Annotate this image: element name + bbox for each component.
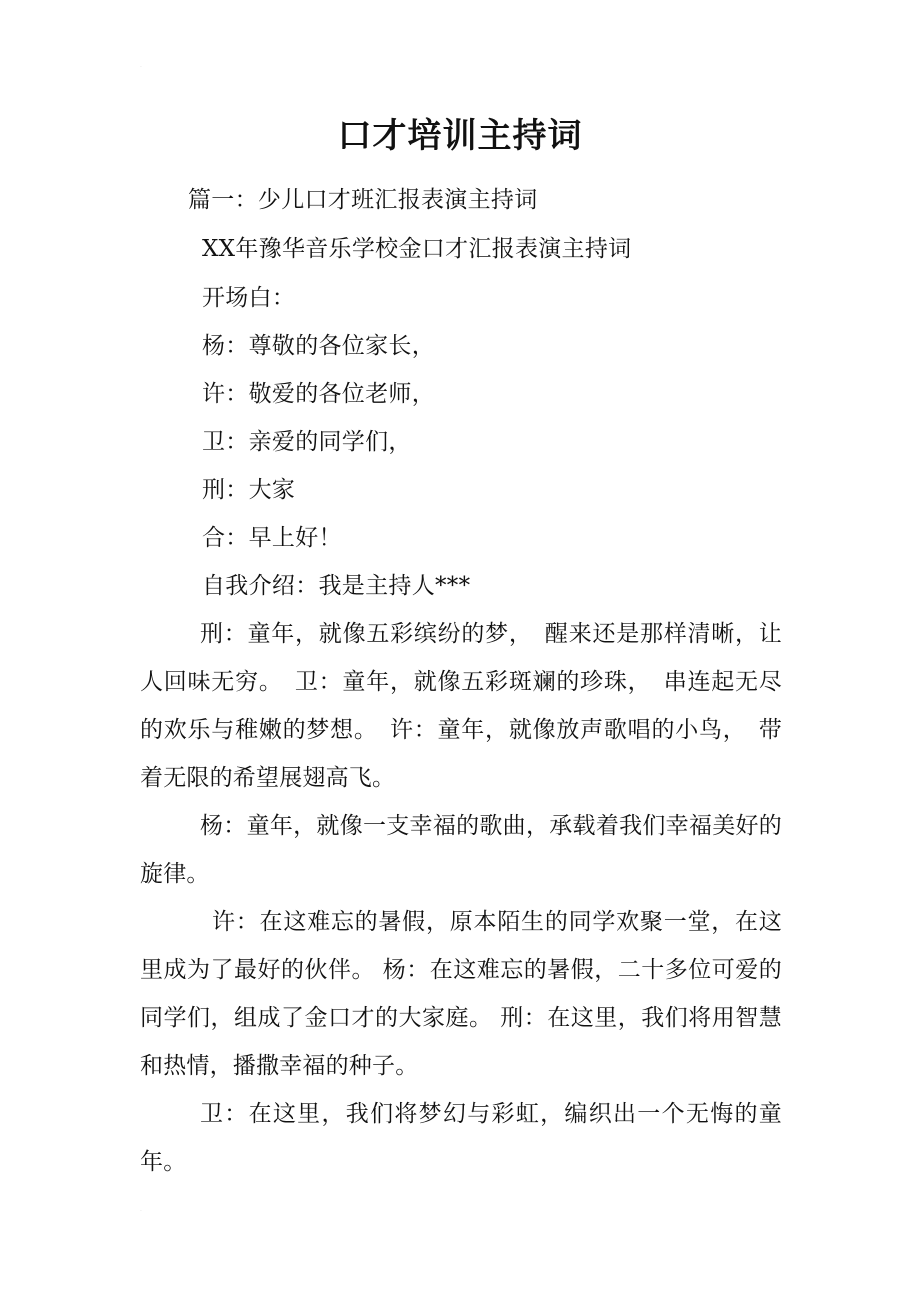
paragraph: 许：在这难忘的暑假，原本陌生的同学欢聚一堂，在这里成为了最好的伙伴。 杨：在这难忘的暑假，二十多位可爱的同学们，组成了金口才的大家庭。 刑：在这里，我们将用智慧和热情，播撒幸福的种子。 bbox=[140, 909, 782, 1079]
corner-mark: . bbox=[140, 62, 142, 69]
text-line: 开场白： bbox=[202, 285, 296, 311]
text-line: 杨：尊敬的各位家长， bbox=[202, 333, 435, 359]
paragraph: 杨：童年，就像一支幸福的歌曲，承载着我们幸福美好的旋律。 bbox=[140, 813, 782, 887]
document-subtitle: XX年豫华音乐学校金口才汇报表演主持词 bbox=[202, 236, 632, 262]
section-heading: 篇一：少儿口才班汇报表演主持词 bbox=[188, 187, 538, 213]
text-line: 合：早上好！ bbox=[202, 525, 342, 551]
text-line: 许：敬爱的各位老师， bbox=[202, 381, 435, 407]
document-title: 口才培训主持词 bbox=[337, 116, 583, 156]
paragraph: 刑：童年，就像五彩缤纷的梦， 醒来还是那样清晰，让人回味无穷。 卫：童年，就像五彩斑斓的珍珠， 串连起无尽的欢乐与稚嫩的梦想。 许：童年，就像放声歌唱的小鸟， 带着无限的希望展翅高飞。 bbox=[140, 621, 782, 791]
text-line: 刑：大家 bbox=[202, 477, 296, 503]
corner-mark: . bbox=[140, 1206, 142, 1213]
text-line: 卫：亲爱的同学们， bbox=[202, 429, 412, 455]
paragraph: 卫：在这里，我们将梦幻与彩虹，编织出一个无悔的童年。 bbox=[140, 1101, 782, 1175]
text-line: 自我介绍：我是主持人*** bbox=[202, 573, 471, 599]
